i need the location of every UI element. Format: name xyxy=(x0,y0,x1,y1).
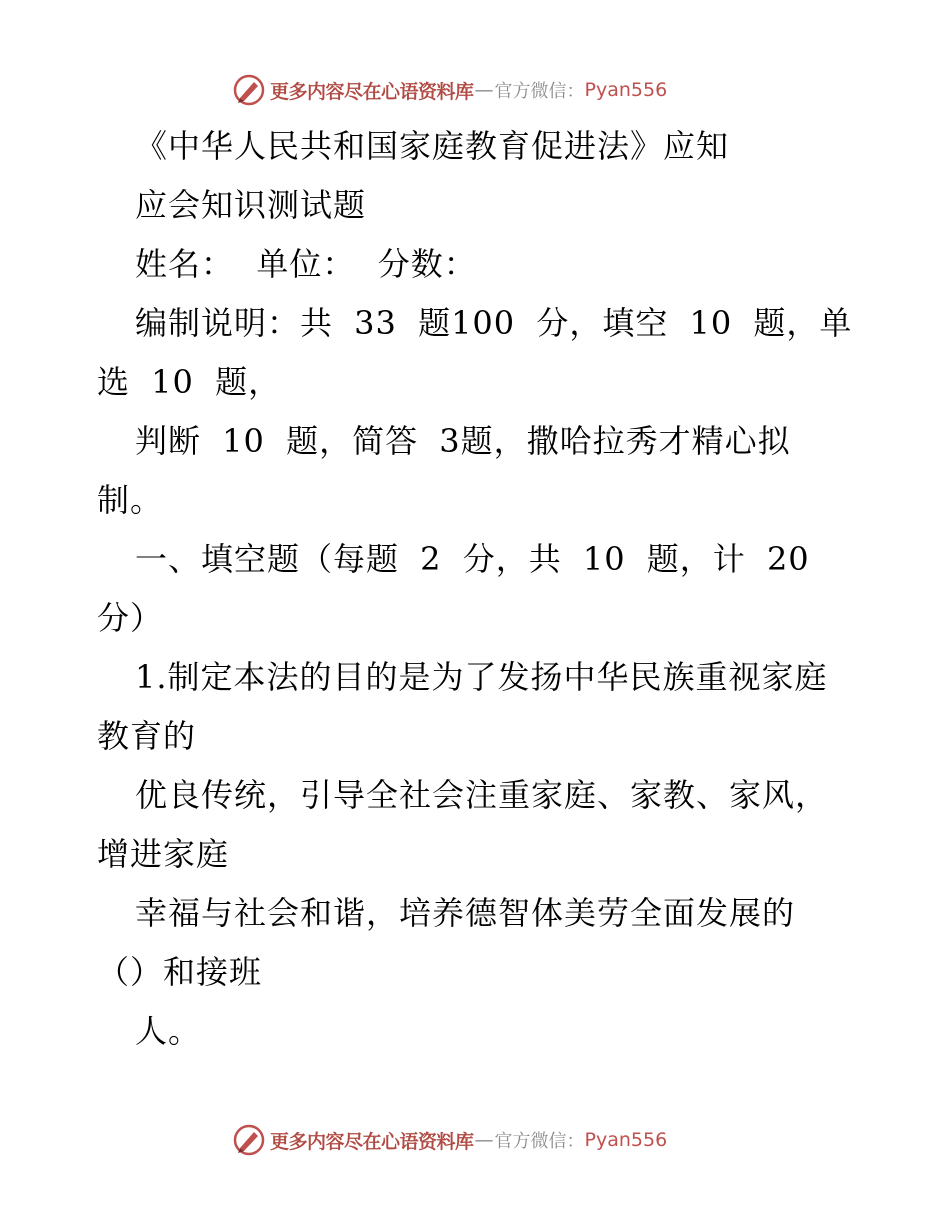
pen-logo-icon xyxy=(232,73,266,107)
description-line-1: 编制说明：共 33 题100 分，填空 10 题，单 xyxy=(135,304,853,342)
watermark-id: Pyan556 xyxy=(584,1129,668,1151)
watermark-label: 官方微信： xyxy=(494,1131,585,1152)
description-line-2: 选 10 题， xyxy=(97,363,282,401)
pen-logo-icon xyxy=(232,1123,266,1157)
question-1-line-5: 幸福与社会和谐，培养德智体美劳全面发展的 xyxy=(135,894,796,932)
description-line-4: 制。 xyxy=(97,481,164,519)
question-1-line-1: 1.制定本法的目的是为了发扬中华民族重视家庭 xyxy=(135,658,828,696)
question-1-line-2: 教育的 xyxy=(97,717,197,755)
watermark-text: 更多内容尽在心语资料库 xyxy=(270,1130,474,1153)
section-heading-line-2: 分） xyxy=(97,599,164,637)
doc-title-line-2: 应会知识测试题 xyxy=(135,186,367,224)
description-line-3: 判断 10 题，简答 3题，撒哈拉秀才精心拟 xyxy=(135,422,791,460)
question-1-line-7: 人。 xyxy=(135,1012,202,1050)
watermark-id: Pyan556 xyxy=(584,79,668,101)
question-1-line-3: 优良传统，引导全社会注重家庭、家教、家风， xyxy=(135,776,829,814)
watermark-banner-top xyxy=(232,70,667,110)
watermark-text: 更多内容尽在心语资料库 xyxy=(270,80,474,103)
doc-title-line-1: 《中华人民共和国家庭教育促进法》应知 xyxy=(135,127,730,165)
watermark-dash: — xyxy=(474,1129,494,1151)
question-1-line-4: 增进家庭 xyxy=(97,835,230,873)
info-fields: 姓名： 单位： 分数： xyxy=(135,245,477,283)
watermark-banner-bottom xyxy=(232,1120,667,1160)
question-1-line-6: （）和接班 xyxy=(97,953,263,991)
watermark-dash: — xyxy=(474,79,494,101)
watermark-label: 官方微信： xyxy=(494,81,585,102)
section-heading-line-1: 一、填空题（每题 2 分，共 10 题，计 20 xyxy=(135,540,810,578)
